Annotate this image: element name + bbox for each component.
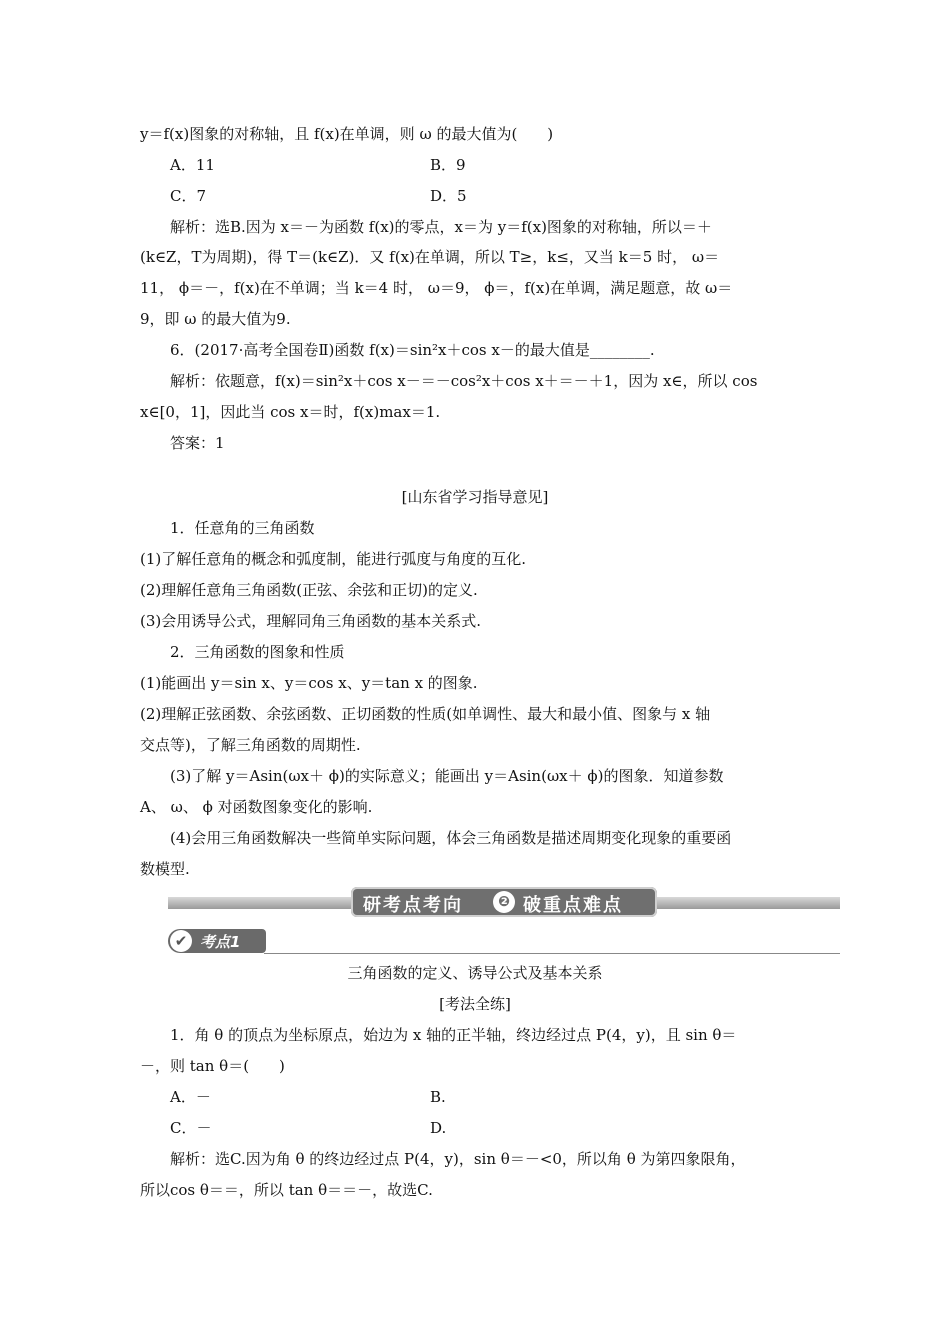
q6-answer: 答案：1 [170,434,225,452]
q5-analysis-line-3: 11， ϕ＝－，f(x)在不单调；当 k＝4 时， ω＝9， ϕ＝，f(x)在单调，满足题意，故 ω＝ [140,279,733,297]
q5-analysis-line-4: 9，即 ω 的最大值为9. [140,310,291,328]
kaodian-divider [264,953,840,954]
banner-number-icon: ❷ [493,891,515,913]
guide-title: [山东省学习指导意见] [401,488,549,506]
section-banner [168,887,840,917]
kaodian-label: 考点1 [200,933,241,951]
q5-option-a: A．11 [170,156,215,174]
guide-line: (2)理解任意角三角函数(正弦、余弦和正切)的定义. [140,581,478,599]
q5-analysis-line-1: 解析：选B.因为 x＝－为函数 f(x)的零点，x＝为 y＝f(x)图象的对称轴，所以＝＋ [170,218,712,236]
guide-line: (2)理解正弦函数、余弦函数、正切函数的性质(如单调性、最大和最小值、图象与 x 轴 [140,705,711,723]
guide-line: (1)了解任意角的概念和弧度制，能进行弧度与角度的互化. [140,550,527,568]
guide-line: 1．任意角的三角函数 [170,519,315,537]
q6-analysis-line-1: 解析：依题意，f(x)＝sin²x＋cos x－＝－cos²x＋cos x＋＝－＋1，因为 x∈，所以 cos [170,372,758,390]
q1-stem-line-1: 1．角 θ 的顶点为坐标原点，始边为 x 轴的正半轴，终边经过点 P(4，y)，且 sin θ＝ [170,1026,737,1044]
q1-analysis-line-2: 所以cos θ＝＝，所以 tan θ＝＝－，故选C. [140,1181,433,1199]
guide-line: 数模型. [140,860,190,878]
banner-right-text: 破重点难点 [523,895,623,916]
banner-pill [351,887,657,917]
q1-option-b: B. [430,1088,446,1106]
q5-stem: y＝f(x)图象的对称轴，且 f(x)在单调，则 ω 的最大值为( ) [140,125,554,143]
q5-option-c: C．7 [170,187,207,205]
guide-line: (1)能画出 y＝sin x、y＝cos x、y＝tan x 的图象. [140,674,478,692]
guide-line: A、 ω、 ϕ 对函数图象变化的影响. [140,798,373,816]
section-subtitle: [考法全练] [439,995,511,1013]
q1-option-c: C．－ [170,1119,212,1137]
section-title: 三角函数的定义、诱导公式及基本关系 [347,964,603,982]
guide-line: (3)了解 y＝Asin(ωx＋ ϕ)的实际意义；能画出 y＝Asin(ωx＋ ϕ)的图象．知道参数 [170,767,724,785]
q6-analysis-line-2: x∈[0，1]，因此当 cos x＝时，f(x)max＝1. [140,403,441,421]
q1-option-a: A．－ [170,1088,211,1106]
guide-line: 2．三角函数的图象和性质 [170,643,345,661]
q1-analysis-line-1: 解析：选C.因为角 θ 的终边经过点 P(4，y)，sin θ＝－<0，所以角 θ 为第四象限角， [170,1150,746,1168]
q5-option-d: D．5 [430,187,467,205]
q1-option-d: D. [430,1119,447,1137]
kaodian-header [168,929,840,955]
q6-stem: 6．(2017·高考全国卷Ⅱ)函数 f(x)＝sin²x＋cos x－的最大值是________. [170,341,655,359]
q1-stem-line-2: －，则 tan θ＝( ) [140,1057,285,1075]
guide-line: (3)会用诱导公式，理解同角三角函数的基本关系式. [140,612,482,630]
guide-line: (4)会用三角函数解决一些简单实际问题，体会三角函数是描述周期变化现象的重要函 [170,829,732,847]
q5-option-b: B．9 [430,156,466,174]
check-icon: ✔ [170,930,192,952]
kaodian-tag [168,929,266,953]
q5-analysis-line-2: (k∈Z，T为周期)，得 T＝(k∈Z)．又 f(x)在单调，所以 T≥，k≤，又当 k＝5 时， ω＝ [140,248,720,266]
banner-left-text: 研考点考向 [363,895,463,916]
guide-line: 交点等)，了解三角函数的周期性. [140,736,361,754]
